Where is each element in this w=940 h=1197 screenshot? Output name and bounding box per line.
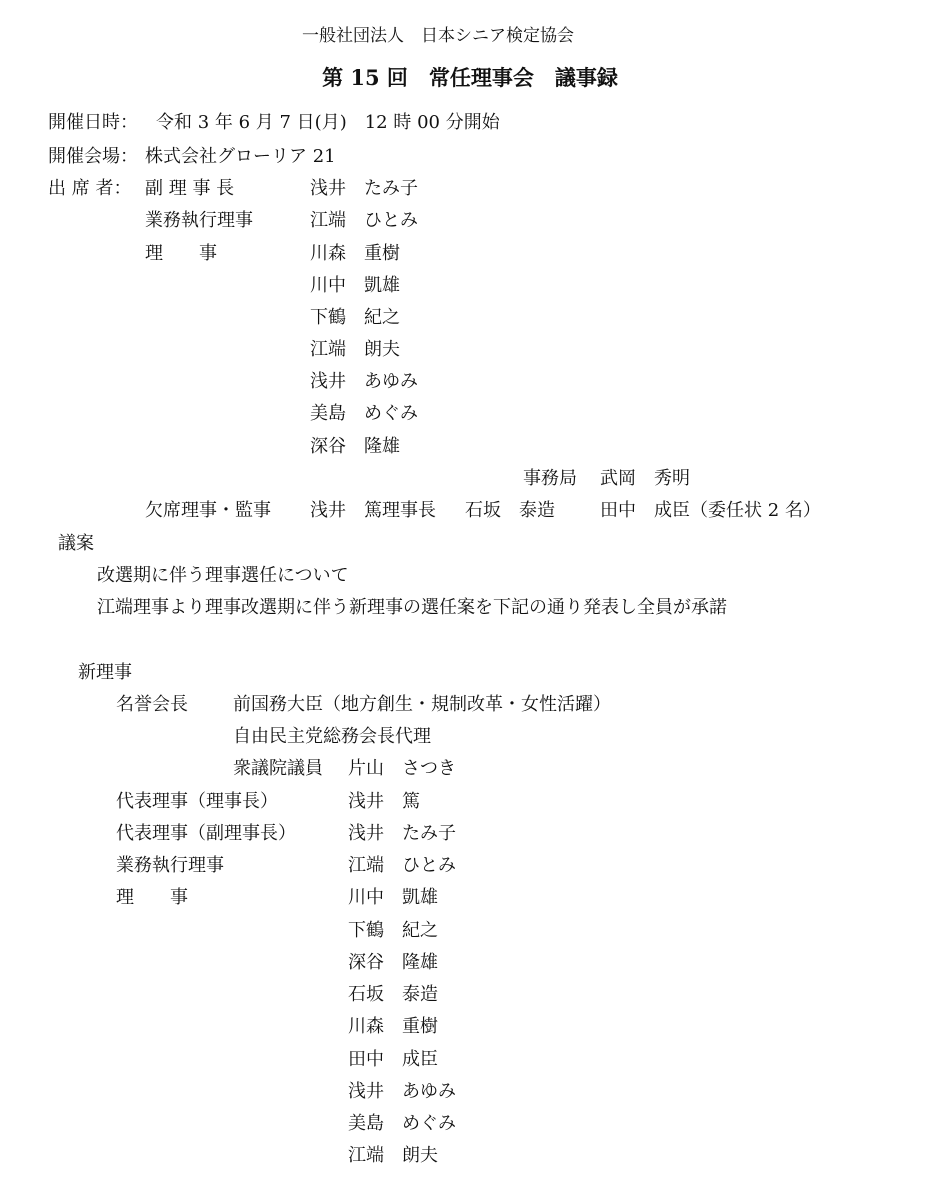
page-title: 第 15 回 常任理事会 議事録 [322,65,618,90]
attendee-name: 下鶴 紀之 [310,307,400,328]
absent-label: 欠席理事・監事 [145,500,271,521]
board-member-name: 下鶴 紀之 [348,920,438,941]
honorary-title: 衆議院議員 [233,758,323,779]
absent-member: 石坂 泰造 [465,500,555,521]
board-role: 理 事 [116,887,188,908]
attendee-name: 浅井 あゆみ [310,371,418,392]
venue-label: 開催会場： [48,146,138,167]
honorary-line: 自由民主党総務会長代理 [233,726,431,747]
absent-member: 田中 成臣（委任状 2 名） [600,500,821,521]
board-member-name: 浅井 篤 [348,791,420,812]
honorary-line: 前国務大臣（地方創生・規制改革・女性活躍） [233,694,611,715]
attendee-name: 川中 凱雄 [310,275,400,296]
new-board-heading: 新理事 [78,662,132,683]
board-member-name: 田中 成臣 [348,1049,438,1070]
attendee-name: 深谷 隆雄 [310,436,400,457]
board-member-name: 石坂 泰造 [348,984,438,1005]
organization-name: 一般社団法人 日本シニア検定協会 [302,26,574,46]
attendee-role: 業務執行理事 [145,210,253,231]
attendee-name: 川森 重樹 [310,243,400,264]
board-member-name: 江端 ひとみ [348,855,456,876]
board-member-name: 美島 めぐみ [348,1113,456,1134]
board-member-name: 江端 朗夫 [348,1145,438,1166]
attendee-name: 江端 ひとみ [310,210,418,231]
attendee-role: 副 理 事 長 [145,178,235,199]
secretariat-label: 事務局 [523,468,577,489]
honorary-name: 片山 さつき [348,758,456,779]
board-role: 業務執行理事 [116,855,224,876]
agenda-heading: 議案 [58,533,94,554]
attendee-name: 美島 めぐみ [310,403,418,424]
date-value: 令和 3 年 6 月 7 日(月) 12 時 00 分開始 [156,112,500,133]
board-member-name: 川森 重樹 [348,1016,438,1037]
agenda-item-text: 江端理事より理事改選期に伴う新理事の選任案を下記の通り発表し全員が承諾 [97,597,727,618]
absent-member: 浅井 篤理事長 [310,500,436,521]
agenda-item-title: 改選期に伴う理事選任について [97,565,349,586]
board-member-name: 川中 凱雄 [348,887,438,908]
venue-value: 株式会社グローリア 21 [145,146,336,167]
board-role: 代表理事（副理事長） [116,823,296,844]
attendees-label: 出 席 者： [48,178,132,199]
board-member-name: 浅井 あゆみ [348,1081,456,1102]
board-member-name: 深谷 隆雄 [348,952,438,973]
attendee-role: 理 事 [145,243,217,264]
attendee-name: 浅井 たみ子 [310,178,418,199]
date-label: 開催日時： [48,112,138,133]
honorary-role: 名誉会長 [116,694,188,715]
secretariat-name: 武岡 秀明 [600,468,690,489]
board-role: 代表理事（理事長） [116,791,278,812]
attendee-name: 江端 朗夫 [310,339,400,360]
board-member-name: 浅井 たみ子 [348,823,456,844]
